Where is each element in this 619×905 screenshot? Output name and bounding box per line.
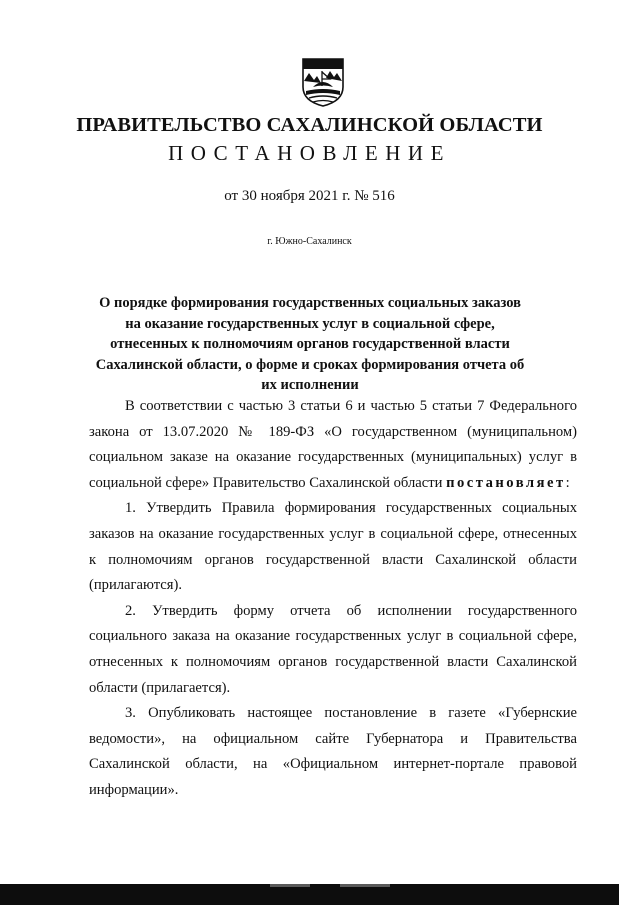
scan-edge-bar	[0, 884, 619, 905]
decree-word: постановляет	[446, 474, 566, 491]
document-subject: О порядке формирования государственных социальных заказов на оказание государственных услуг в социальной сфере, отнесенных к полномочиям органов государственной власти Сахалинской области, о форме и сроках формирования отчета об их исполнении	[95, 295, 525, 393]
preamble-paragraph	[89, 394, 577, 496]
scan-artifact	[270, 884, 310, 887]
sakhalin-coat-of-arms-icon	[300, 57, 346, 107]
decree-colon: :	[565, 474, 570, 491]
scan-artifact	[340, 884, 390, 887]
decree-item-2: 2. Утвердить форму отчета об исполнении государственного социального заказа на оказание государственных услуг в социальной сфере, отнесенных к полномочиям органов государственной власти Сахалинской области (прилагается).	[89, 602, 577, 696]
document-city: г. Южно-Сахалинск	[267, 236, 352, 247]
decree-item-3: 3. Опубликовать настоящее постановление в газете «Губернские ведомости», на официальном сайте Губернатора и Правительства Сахалинской области, на «Официальном интернет-портале правовой информации».	[89, 705, 577, 798]
document-date-number: от 30 ноября 2021 г. № 516	[224, 188, 395, 204]
preamble-text: В соответствии с частью 3 статьи 6 и частью 5 статьи 7 Федерального закона от 13.07.2020 № 189-ФЗ «О государственном (муниципальном) социальном заказе на оказание государственных (муниципальных) услуг в социальной сфере» Правительство Сахалинской области	[89, 398, 577, 491]
document-type: ПОСТАНОВЛЕНИЕ	[168, 141, 451, 165]
document-body	[89, 394, 577, 804]
organization-title: ПРАВИТЕЛЬСТВО САХАЛИНСКОЙ ОБЛАСТИ	[76, 114, 543, 136]
decree-item-1: 1. Утвердить Правила формирования государственных социальных заказов на оказание государственных услуг в социальной сфере, отнесенных к полномочиям органов государственной власти Сахалинской области (прилагаются).	[89, 500, 577, 594]
